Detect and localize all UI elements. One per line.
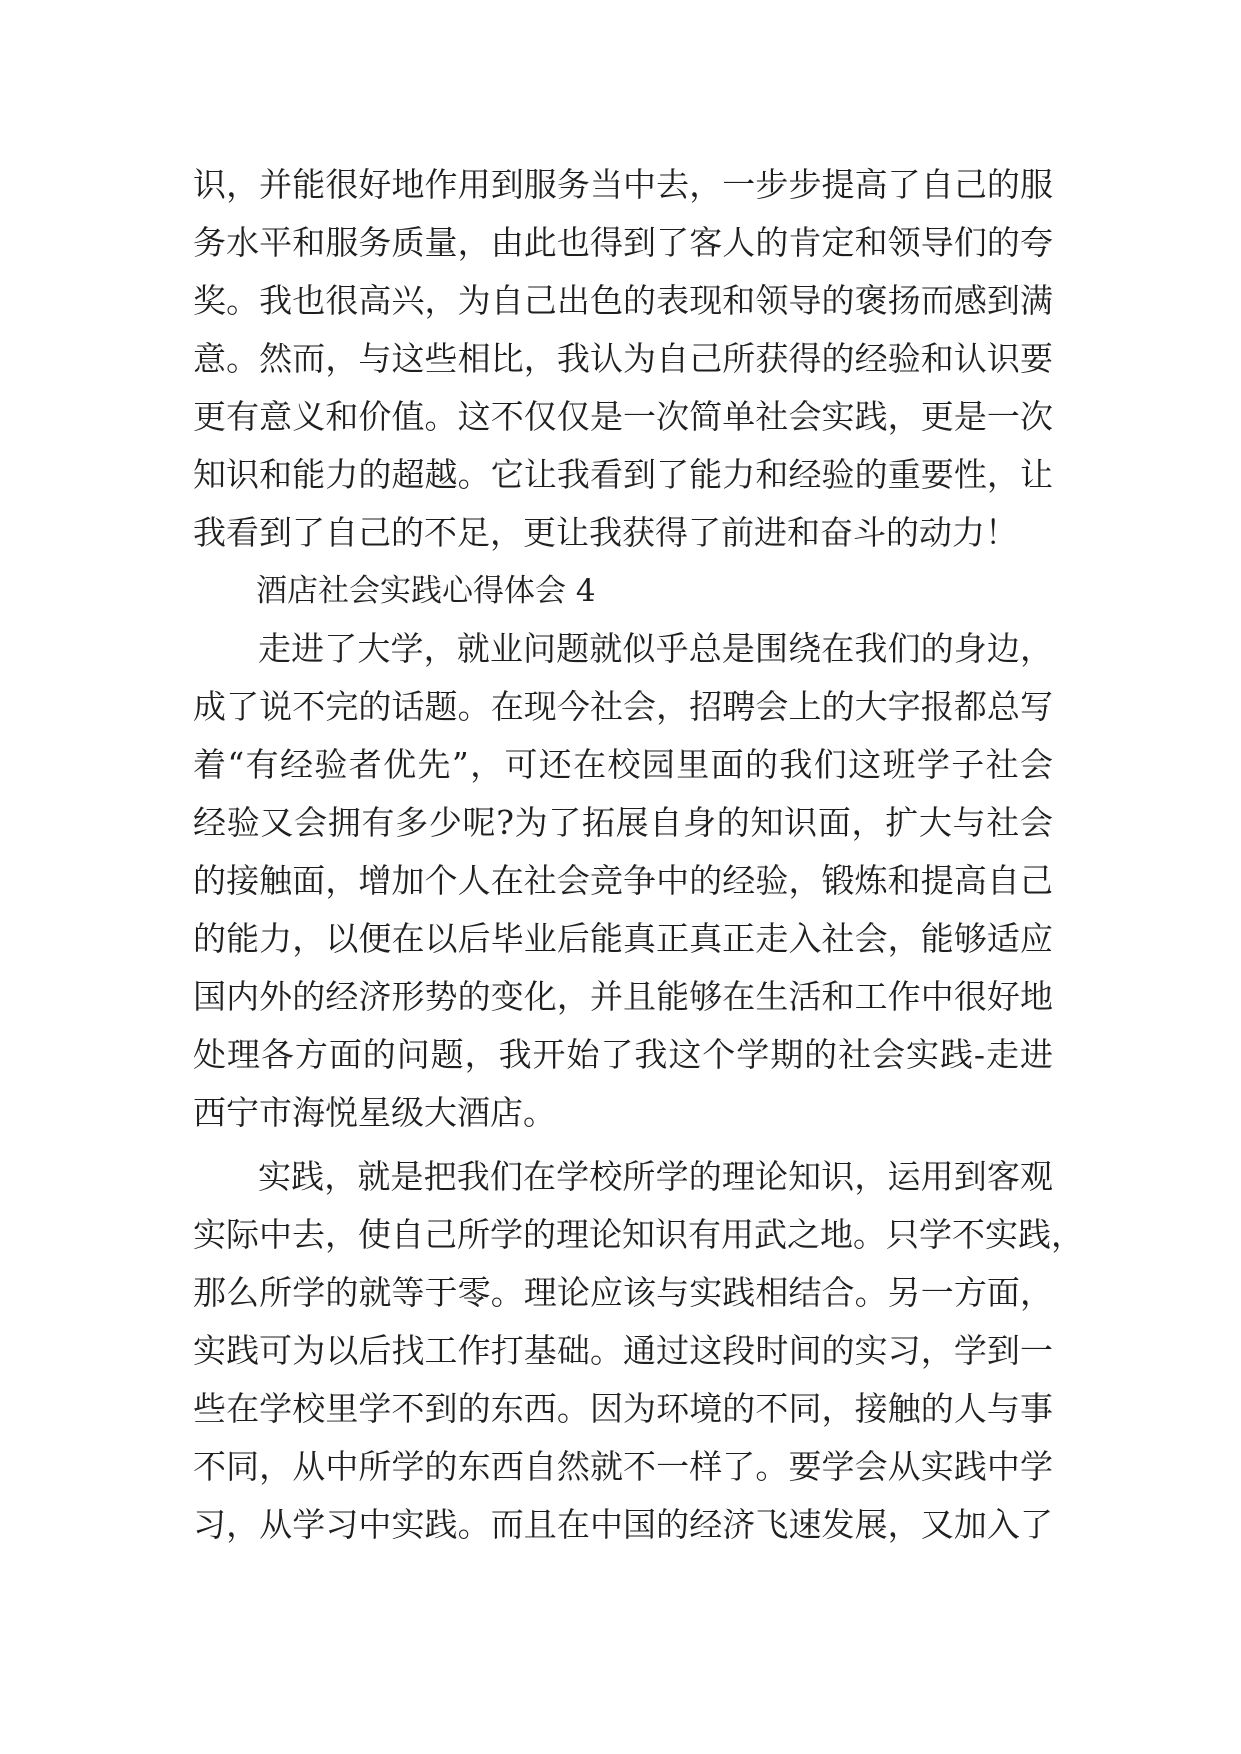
- paragraph-1-line-6: 知识和能力的超越。它让我看到了能力和经验的重要性，让: [193, 455, 1053, 494]
- paragraph-3-line-2: 实际中去，使自己所学的理论知识有用武之地。只学不实践，: [193, 1215, 1084, 1254]
- section-heading: 酒店社会实践心得体会 4: [256, 573, 596, 609]
- paragraph-2-line-8: 处理各方面的问题，我开始了我这个学期的社会实践-走进: [193, 1035, 1053, 1074]
- paragraph-2-line-5: 的接触面，增加个人在社会竞争中的经验，锻炼和提高自己: [193, 861, 1053, 900]
- paragraph-2-line-1: 走进了大学，就业问题就似乎总是围绕在我们的身边，: [258, 629, 1053, 668]
- paragraph-3-line-1: 实践，就是把我们在学校所学的理论知识，运用到客观: [258, 1157, 1053, 1196]
- paragraph-2-line-3: 着“有经验者优先”，可还在校园里面的我们这班学子社会: [193, 745, 1053, 784]
- paragraph-3-line-5: 些在学校里学不到的东西。因为环境的不同，接触的人与事: [193, 1389, 1053, 1428]
- paragraph-2-line-9: 西宁市海悦星级大酒店。: [193, 1093, 556, 1132]
- paragraph-1-line-5: 更有意义和价值。这不仅仅是一次简单社会实践，更是一次: [193, 397, 1053, 436]
- paragraph-3-line-4: 实践可为以后找工作打基础。通过这段时间的实习，学到一: [193, 1331, 1053, 1370]
- paragraph-2-line-4: 经验又会拥有多少呢?为了拓展自身的知识面，扩大与社会: [193, 803, 1053, 842]
- paragraph-2-line-6: 的能力，以便在以后毕业后能真正真正走入社会，能够适应: [193, 919, 1053, 958]
- paragraph-1-line-3: 奖。我也很高兴，为自己出色的表现和领导的褒扬而感到满: [193, 281, 1053, 320]
- paragraph-1-line-4: 意。然而，与这些相比，我认为自己所获得的经验和认识要: [193, 339, 1053, 378]
- paragraph-2-line-2: 成了说不完的话题。在现今社会，招聘会上的大字报都总写: [193, 687, 1053, 726]
- paragraph-3-line-7: 习，从学习中实践。而且在中国的经济飞速发展，又加入了: [193, 1505, 1053, 1544]
- paragraph-1-line-7: 我看到了自己的不足，更让我获得了前进和奋斗的动力！: [193, 513, 1018, 552]
- paragraph-3-line-3: 那么所学的就等于零。理论应该与实践相结合。另一方面，: [193, 1273, 1053, 1312]
- paragraph-3-line-6: 不同，从中所学的东西自然就不一样了。要学会从实践中学: [193, 1447, 1053, 1486]
- paragraph-1-line-1: 识，并能很好地作用到服务当中去，一步步提高了自己的服: [193, 165, 1053, 204]
- paragraph-1-line-2: 务水平和服务质量，由此也得到了客人的肯定和领导们的夸: [193, 223, 1053, 262]
- paragraph-2-line-7: 国内外的经济形势的变化，并且能够在生活和工作中很好地: [193, 977, 1053, 1016]
